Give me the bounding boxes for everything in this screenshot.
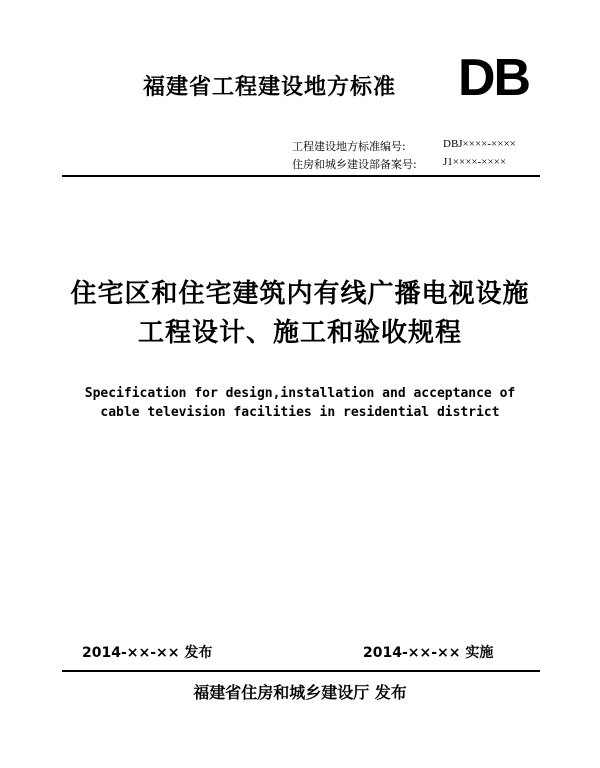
top-divider <box>62 175 540 177</box>
title-en-line-2: cable television facilities in residential district <box>100 405 500 420</box>
title-en-line-1: Specification for design,installation and acceptance of <box>84 386 516 401</box>
title-zh-line-2: 工程设计、施工和验收规程 <box>137 318 462 348</box>
header-title: 福建省工程建设地方标准 <box>143 75 397 100</box>
record-number-value: J1××××-×××× <box>443 156 507 168</box>
title-zh-line-1: 住宅区和住宅建筑内有线广播电视设施 <box>70 279 530 309</box>
publish-date: 2014-××-×× 发布 <box>82 645 213 661</box>
effective-date: 2014-××-×× 实施 <box>363 645 494 661</box>
issuer: 福建省住房和城乡建设厅 发布 <box>193 683 407 702</box>
db-standard-mark: DB <box>458 49 530 107</box>
standard-number-label: 工程建设地方标准编号: <box>292 140 406 153</box>
standard-number-value: DBJ××××-×××× <box>443 138 516 150</box>
record-number-label: 住房和城乡建设部备案号: <box>292 158 417 171</box>
bottom-divider <box>62 670 540 672</box>
